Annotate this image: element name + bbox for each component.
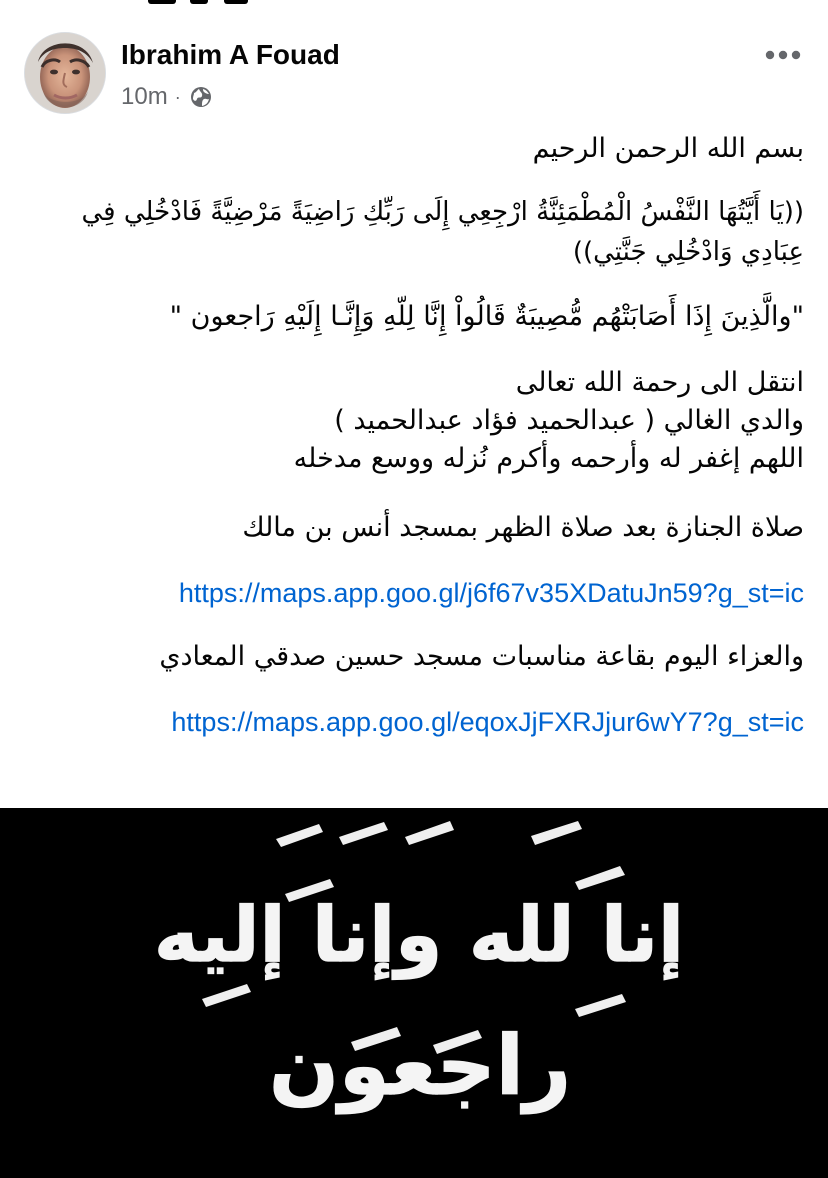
more-options-button[interactable] — [760, 38, 806, 72]
paragraph-spacing — [24, 272, 804, 298]
funeral-prayer-text: صلاة الجنازة بعد صلاة الظهر بمسجد أنس بن مالك — [242, 512, 804, 543]
paragraph-spacing — [24, 478, 804, 509]
calligraphy-line-1: إنا لله وإنا إليه — [153, 890, 685, 979]
paragraph-spacing — [24, 612, 804, 638]
calligraphy-line-2: راجعون — [268, 1019, 572, 1114]
paragraph-spacing — [24, 547, 804, 574]
condolence-map-link[interactable]: https://maps.app.goo.gl/eqoxJjFXRJjur6wY7?g_st=ic — [171, 707, 804, 737]
basmala-text: بسم الله الرحمن الرحيم — [532, 133, 804, 164]
quran-verse — [24, 192, 804, 272]
quran-verse-line: عِبَادِي وَادْخُلِي جَنَّتِي)) — [572, 237, 804, 267]
announcement-line: انتقل الى رحمة الله تعالى — [515, 367, 804, 398]
cropped-top-text-fragment — [0, 0, 828, 10]
paragraph-spacing — [24, 336, 804, 364]
avatar[interactable] — [24, 32, 106, 114]
post-meta — [121, 81, 213, 113]
post-header — [0, 30, 828, 116]
author-name[interactable]: Ibrahim A Fouad — [121, 39, 340, 70]
paragraph-spacing — [24, 676, 804, 703]
announcement-line: والدي الغالي ( عبدالحميد فؤاد عبدالحميد ) — [334, 405, 804, 436]
more-options-icon — [762, 48, 804, 62]
post-body-text — [24, 130, 804, 741]
condolence-text: والعزاء اليوم بقاعة مناسبات مسجد حسين صدقي المعادي — [159, 641, 804, 672]
condolence-calligraphy-image[interactable] — [0, 808, 828, 1178]
announcement-line: اللهم إغفر له وأرحمه وأكرم نُزله ووسع مدخله — [293, 443, 804, 474]
death-announcement — [24, 364, 804, 478]
funeral-map-link[interactable]: https://maps.app.goo.gl/j6f67v35XDatuJn59?g_st=ic — [178, 578, 804, 608]
post-time[interactable]: 10m — [121, 83, 168, 110]
istirja-text: "والَّذِينَ إِذَا أَصَابَتْهُم مُّصِيبَةٌ قَالُواْ إِنَّا لِلّهِ وَإِنَّـا إِلَيْهِ رَاجعون " — [169, 301, 804, 332]
meta-separator: · — [174, 86, 181, 107]
paragraph-spacing — [24, 168, 804, 192]
quran-verse-line: ((يَا أَيَّتُهَا النَّفْسُ الْمُطْمَئِنَّةُ ارْجِعِي إِلَى رَبِّكِ رَاضِيَةً مَرْضِيَّةً فَادْخُلِي فِي — [81, 197, 804, 227]
globe-icon[interactable] — [189, 85, 213, 109]
